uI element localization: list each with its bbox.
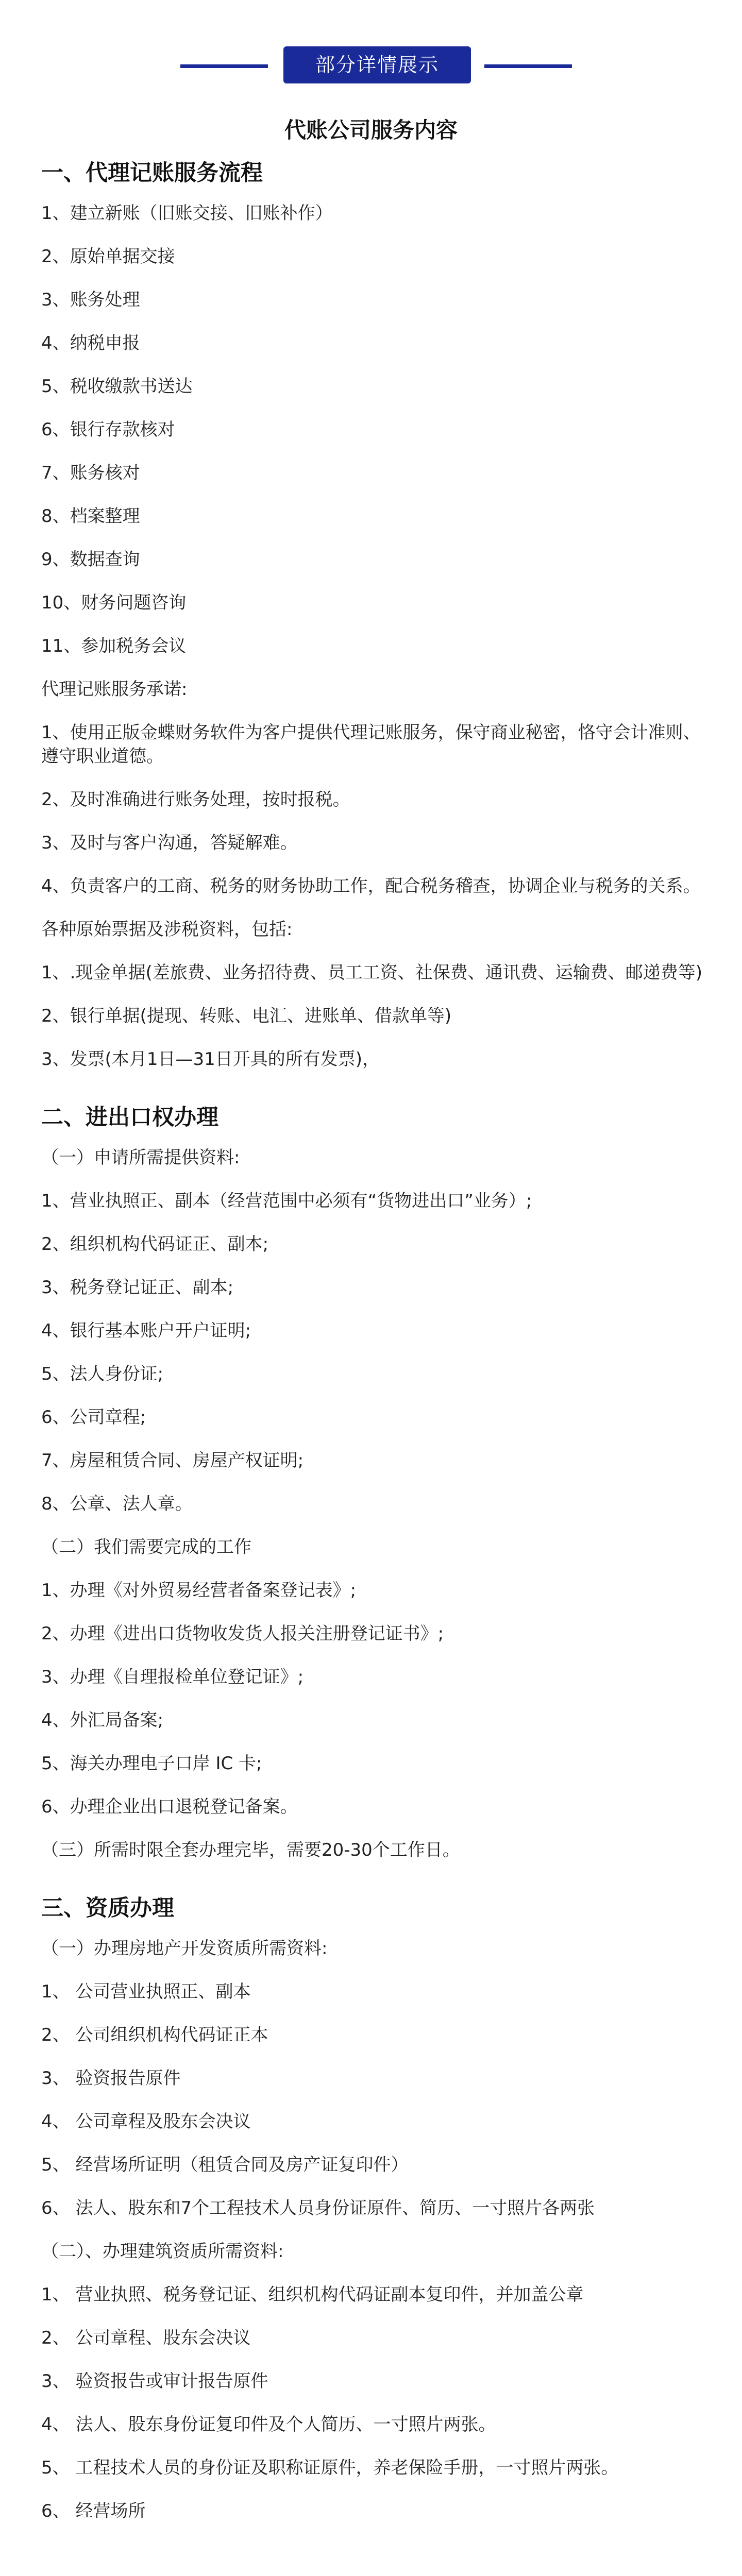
paragraph: 3、 验资报告或审计报告原件 [41,2371,268,2392]
paragraph: 6、银行存款核对 [41,419,175,440]
paragraph: 2、组织机构代码证正、副本; [41,1234,269,1255]
paragraph: 4、 公司章程及股东会决议 [41,2111,251,2132]
paragraph: 代理记账服务承诺: [41,679,188,700]
paragraph: 5、 工程技术人员的身份证及职称证原件，养老保险手册，一寸照片两张。 [41,2458,619,2478]
paragraph: 3、税务登记证正、副本; [41,1277,234,1298]
paragraph: 11、参加税务会议 [41,636,187,656]
paragraph: 6、 法人、股东和7个工程技术人员身份证原件、简历、一寸照片各两张 [41,2198,595,2218]
document-title: 代账公司服务内容 [284,117,458,143]
paragraph: 2、办理《进出口货物收发货人报关注册登记证书》; [41,1623,444,1644]
paragraph: 1、办理《对外贸易经营者备案登记表》; [41,1580,357,1601]
section-heading: 二、进出口权办理 [41,1105,218,1130]
banner-left-line [180,64,268,68]
section-banner [0,41,742,88]
paragraph: 7、账务核对 [41,463,140,483]
paragraph: 8、档案整理 [41,506,140,527]
document-body [41,156,706,2543]
paragraph: 2、 公司章程、股东会决议 [41,2328,251,2348]
paragraph: 1、 公司营业执照正、副本 [41,1981,251,2002]
paragraph: 3、账务处理 [41,290,140,310]
paragraph: 2、 公司组织机构代码证正本 [41,2025,268,2045]
paragraph: 4、 法人、股东身份证复印件及个人简历、一寸照片两张。 [41,2414,496,2435]
paragraph: 1、使用正版金蝶财务软件为客户提供代理记账服务，保守商业秘密，恪守会计准则、遵守职业道德。 [41,722,701,767]
paragraph: （二）、办理建筑资质所需资料: [41,2241,284,2262]
paragraph: 6、办理企业出口退税登记备案。 [41,1797,298,1817]
paragraph: （一）申请所需提供资料: [41,1147,240,1168]
banner-badge: 部分详情展示 [283,46,471,83]
paragraph: 3、 验资报告原件 [41,2068,181,2089]
paragraph: 4、纳税申报 [41,333,140,353]
paragraph: 1、营业执照正、副本（经营范围中必须有“货物进出口”业务）; [41,1191,532,1211]
paragraph: 4、银行基本账户开户证明; [41,1320,251,1341]
section-heading: 一、代理记账服务流程 [41,160,263,186]
paragraph: 1、.现金单据(差旅费、业务招待费、员工工资、社保费、通讯费、运输费、邮递费等) [41,962,702,983]
paragraph: （一）办理房地产开发资质所需资料: [41,1938,328,1959]
paragraph: 2、银行单据(提现、转账、电汇、进账单、借款单等) [41,1006,452,1026]
paragraph: 5、法人身份证; [41,1364,164,1384]
paragraph: 5、海关办理电子口岸 IC 卡; [41,1753,262,1774]
paragraph: 5、 经营场所证明（租赁合同及房产证复印件） [41,2155,409,2175]
paragraph: 3、发票(本月1日—31日开具的所有发票)， [41,1049,380,1070]
paragraph: 8、公章、法人章。 [41,1494,193,1514]
paragraph: （三）所需时限全套办理完毕，需要20-30个工作日。 [41,1840,460,1860]
paragraph: 4、外汇局备案; [41,1710,164,1731]
paragraph: 5、税收缴款书送达 [41,376,193,397]
paragraph: 3、及时与客户沟通，答疑解难。 [41,833,298,853]
paragraph: 1、 营业执照、税务登记证、组织机构代码证副本复印件，并加盖公章 [41,2284,584,2305]
paragraph: （二）我们需要完成的工作 [41,1537,251,1557]
paragraph: 6、 经营场所 [41,2501,146,2521]
paragraph: 7、房屋租赁合同、房屋产权证明; [41,1450,304,1471]
paragraph: 2、原始单据交接 [41,246,175,267]
paragraph: 6、公司章程; [41,1407,146,1428]
banner-right-line [484,64,572,68]
paragraph: 9、数据查询 [41,549,140,570]
section-heading: 三、资质办理 [41,1895,174,1921]
paragraph: 1、建立新账（旧账交接、旧账补作） [41,203,333,224]
paragraph: 4、负责客户的工商、税务的财务协助工作，配合税务稽查，协调企业与税务的关系。 [41,876,701,896]
paragraph: 2、及时准确进行账务处理，按时报税。 [41,789,350,810]
paragraph: 10、财务问题咨询 [41,592,187,613]
paragraph: 3、办理《自理报检单位登记证》; [41,1667,304,1687]
paragraph: 各种原始票据及涉税资料，包括: [41,919,293,940]
